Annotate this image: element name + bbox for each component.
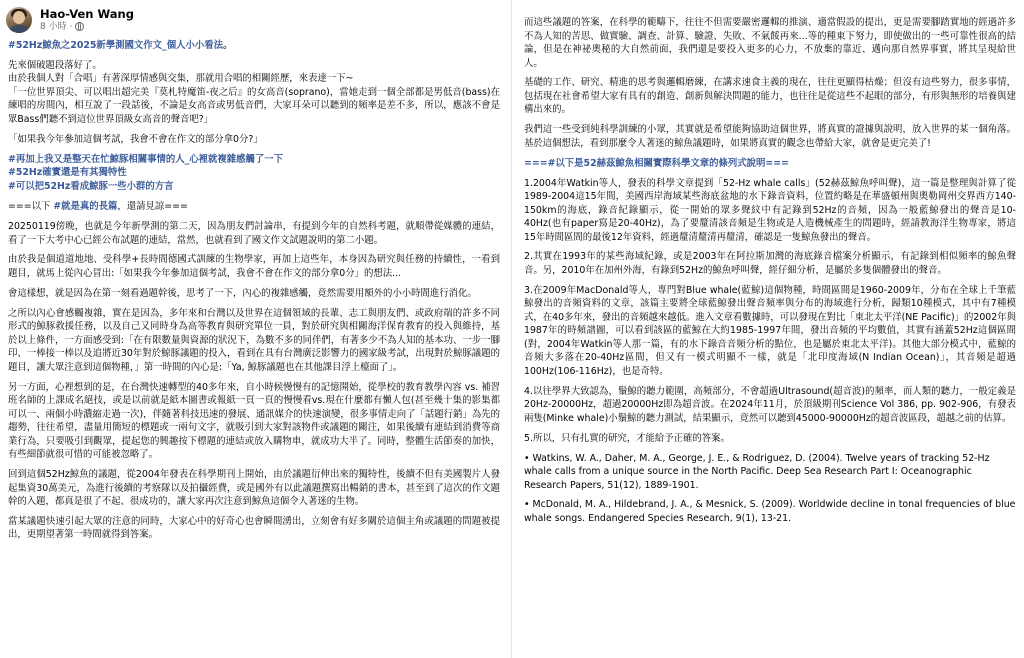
meta-separator: · <box>69 21 73 32</box>
paragraph: 先來個破題段落好了。 <box>8 59 102 71</box>
hashtag-title[interactable]: #52Hz鯨魚之2025新學測國文作文_個人小小看法。 <box>8 40 233 51</box>
post-right-column <box>516 0 1024 658</box>
paragraph: 當某議題快速引起大眾的注意的同時，大家心中的好奇心也會瞬間湧出，立刻會有好多關於這個主角或議題的問題被提出，更期望著第一時間就得到答案。 <box>8 515 500 541</box>
paragraph: 5.所以，只有扎實的研究，才能給予正確的答案。 <box>524 432 730 444</box>
reference-item: • McDonald, M. A., Hildebrand, J. A., & Mesnick, S. (2009). Worldwide decline in tonal frequencies of blue whale songs. Endangered Species Research, 9(1), 13-21. <box>524 499 1016 524</box>
paragraph: 1.2004年Watkin等人，發表的科學文章提到「52-Hz whale calls」(52赫茲鯨魚呼叫聲)，這一篇是整理與計算了從1989-2004這15年間，美國西岸海域某些海底盆地的水下錄音資料，位置約略是在華盛頓州與奧勒岡州交界西方140-150km的海底，錄音紀錄顯示，從一開始的眾多聲紋中有記錄到52Hz的音頻，因為一般藍鯨發出的聲音是10-40Hz(也有paper寫是20-40Hz)，為了要釐清該音頻是生物或是人造機械產生的問題時，經請教海洋生物專家，將這15年時間區間的最後12年資料，經過釐清釐清再釐清，確認是一隻鯨魚發出的聲音。 <box>524 177 1016 243</box>
globe-icon <box>75 22 84 31</box>
paragraph: 2.其實在1993年的某些海域紀錄，或是2003年在阿拉斯加灣的海底錄音檔案分析顯示，有記錄到相似頻率的鯨魚聲音。另，2010年在加州外海，有錄到52Hz的鯨魚呼叫聲，經仔細分析，是屬於多隻個體發出的聲音。 <box>524 251 1016 276</box>
paragraph: 3.在2009年MacDonald等人，專門對Blue whale(藍鯨)這個物種，時間區間是1960-2009年，分布在全球上千筆藍鯨發出的音頻資料的文章，該篇主要將全球藍鯨發出聲音頻率與分布的海域進行分析，歸類10種模式，其中有7種模式，在40多年來，發出的音頻越來越低。進入文章看數據時，可以發現在對比「東北太平洋(NE Pacific)」的2002年與1987年的時頻譜圖，可以看到該區的藍鯨在大約1985-1997年間，發出音頻的平均數值，其實有涵蓋52Hz這個區間(對，2004年Watkin等人那一篇，有的水下錄音音頻分析的點位，也是屬於東北太平洋)。其他大部分模式中，藍鯨的音頻大多落在20-40Hz區間，但又有一模式明顯不一樣，就是「北印度海域(N Indian Ocean)」，其音頻是超過100Hz(106-116Hz)，也是奇特。 <box>524 284 1016 377</box>
hashtag-link[interactable]: #再加上我又是整天在忙鯨豚相關事情的人_心裡就複雜感觸了一下 <box>8 153 284 165</box>
post-meta <box>40 22 134 33</box>
paragraph: 回到這個52Hz鯨魚的議題，從2004年發表在科學期刊上開始，由於議題衍伸出來的獨特性，後續不但有美國製片人發起集資30萬美元，為進行後續的考察隊以及拍攝經費，或是國外有以此議題撰寫出暢銷的書本，甚至到了這次的作文題幹的入題，都真是很了不起、很成功的，讓大家再次注意到鯨魚這個令人著迷的生物。 <box>8 469 500 508</box>
hashtag-link[interactable]: #52Hz確實還是有其獨特性 <box>8 167 127 179</box>
hashtag-link[interactable]: #可以把52Hz看成鯨豚一些小群的方言 <box>8 180 174 192</box>
section-divider-text <box>8 200 500 214</box>
author-block <box>40 8 134 33</box>
divider-suffix: ，還請見諒=== <box>117 201 188 213</box>
post-body-right <box>516 0 1024 525</box>
avatar[interactable] <box>6 7 32 33</box>
paragraph: 「如果我今年參加這個考試，我會不會在作文的部分拿0分?」 <box>8 133 263 145</box>
post-left-column <box>0 0 508 658</box>
paragraph: 而這些議題的答案，在科學的範疇下，往往不但需要嚴密邏輯的推演、適當假設的提出，更是需要腳踏實地的經過許多不為人知的苦思、做實驗、調查、計算、驗證、失敗、不氣餒再來...等的種東下努力，即使做出的一些可靠性很高的結論，但是在神祕奧秘的大自然前面，我們還是要投入更多的心力，不放棄的靠近、邁向那自然界事實，將其呈現給世人。 <box>524 17 1016 69</box>
paragraph: 基礎的工作、研究、精進的思考與邏輯磨練，在講求速食主義的現在，往往更顯得枯燥；但沒有這些努力，很多事情，包括現在社會希望大家有具有的創造、創新與解決問題的能力，也往往是從這些不起眼的部分，有形與無形的培養與建構出來的。 <box>524 77 1016 116</box>
paragraph: 20250119傍晚，也就是今年新學測的第二天，因為朋友們討論串，有提到今年的自然科考題，就順帶從媒體的連結，看了一下大考中心已經公布試題的連結，當然，也就看到了國文作文試題說明的第二小題。 <box>8 221 500 246</box>
paragraph: 由於我個人對「合唱」有著深厚情感與交集，那就用合唱的相關經歷，來表達一下~ <box>8 73 354 85</box>
hashtag-list <box>8 153 500 194</box>
post-header <box>0 0 508 37</box>
divider-prefix: ===以下 <box>8 201 54 213</box>
reference-item: • Watkins, W. A., Daher, M. A., George, J. E., & Rodriguez, D. (2004). Twelve years of tracking 52-Hz whale calls from a unique source in the North Pacific. Deep Sea Research Part I: Oceanographic Research Papers, 51(12), 1889-1901. <box>524 452 990 491</box>
paragraph: 另一方面，心裡想到的是，在台灣快速轉型的40多年來，自小時候慢慢有的記憶開始，從學校的教育教學內容 vs. 補習班名師的上課成名絕技，或是以前就是紙本圖書或報紙一頁一頁的慢慢看vs.現在什麼都有懶人包(甚至幾十集的影集都可以一、兩個小時濃縮走過一次)，伴隨著科技迅速的發展、通訊媒介的快速演變，很多事情走向了「話題行銷」為先的趨勢，往往希望，盡量用簡短的標題或一兩句文字，就吸引到大家對該物件或議題的關注，如果後續有連結到消費等商業行為，只要吸引到觀眾，提起您的興趣按下標題的連結或放入購物車，就成功大半了。同時，整體生活節奏的加快，有些細節就很可惜的可能被忽略了。 <box>8 381 500 461</box>
column-divider <box>511 0 512 658</box>
paragraph: 「一位世界頂尖、可以唱出超完美『莫札特魔笛-夜之后』的女高音(soprano)，當她走到一個全部都是男低音(bass)在練唱的房間內，相互說了一段話後，不論是女高音或男低音們，大家耳朵可以聽到的頻率是差不多，所以，應該不會是眾Bass們聽不到這位世界頂級女高音的聲音吧?」 <box>8 86 500 125</box>
author-name[interactable]: Hao-Ven Wang <box>40 6 134 21</box>
hashtag-section-title[interactable]: ===#以下是52赫茲鯨魚相關實際科學文章的條列式說明=== <box>524 157 789 169</box>
paragraph: 由於我是個道道地地、受科學+長時間德國式訓練的生物學家，再加上這些年，本身因為研究與任務的持續性，一看到題目，就馬上從內心冒出:「如果我今年參加這個考試，我會不會在作文的部分拿0分」的想法... <box>8 254 500 279</box>
paragraph: 會這樣想，就是因為在第一刻看過題幹後，思考了一下，內心的複雜感觸，竟然需要用額外的小小時間進行消化。 <box>8 287 477 299</box>
post-body-left <box>0 37 508 542</box>
hashtag-link[interactable]: #就是真的長篇 <box>53 201 118 213</box>
post-time[interactable]: 8 小時 <box>40 21 67 32</box>
paragraph: 之所以內心會感觸複雜，實在是因為，多年來和台灣以及世界在這個領域的長輩、志工與朋友們、或政府端的許多不同形式的鯨豚救援任務，以及自己又同時身為高等教育與研究單位一員，對於研究與相關海洋保育教育的投入與維持，基於以上條件，一方面感受到:「在有限數量與資源的狀況下，為數不多的同伴們，有著多少不為人知的基本功、一步一腳印、一棒接一棒以及追將近30年對於鯨豚議題的投入，看到在具有台灣廣泛影響力的國家級考試，出現對於鯨豚議題的題目，讓大眾注意到這個物種，」第一時間的內心是:「Ya, 鯨豚議題也在其他課目浮上檯面了」。 <box>8 307 500 373</box>
paragraph: 4.以往學界大致認為，鬚鯨的聽力範圍，高頻部分，不會超過Ultrasound(超音波)的頻率，而人類的聽力，一般定義是20Hz-20000Hz，超過20000Hz即為超音波。在2024年11月，於頂級期刊Science Vol 386, pp. 902-906，有發表兩隻(Minke whale)小鬚鯨的聽力測試，結果顯示，竟然可以聽到45000-90000Hz的超音波區段，超越之前的估算。 <box>524 385 1016 424</box>
paragraph: 我們這一些受到純科學訓練的小眾，其實就是希望能夠協助這個世界，將真實的證據與說明，放入世界的某一個角落。基於這個想法，看到那麼令人著迷的鯨魚議題時，如果將真實的觀念也帶給大家，就會是更完美了! <box>524 124 1016 149</box>
